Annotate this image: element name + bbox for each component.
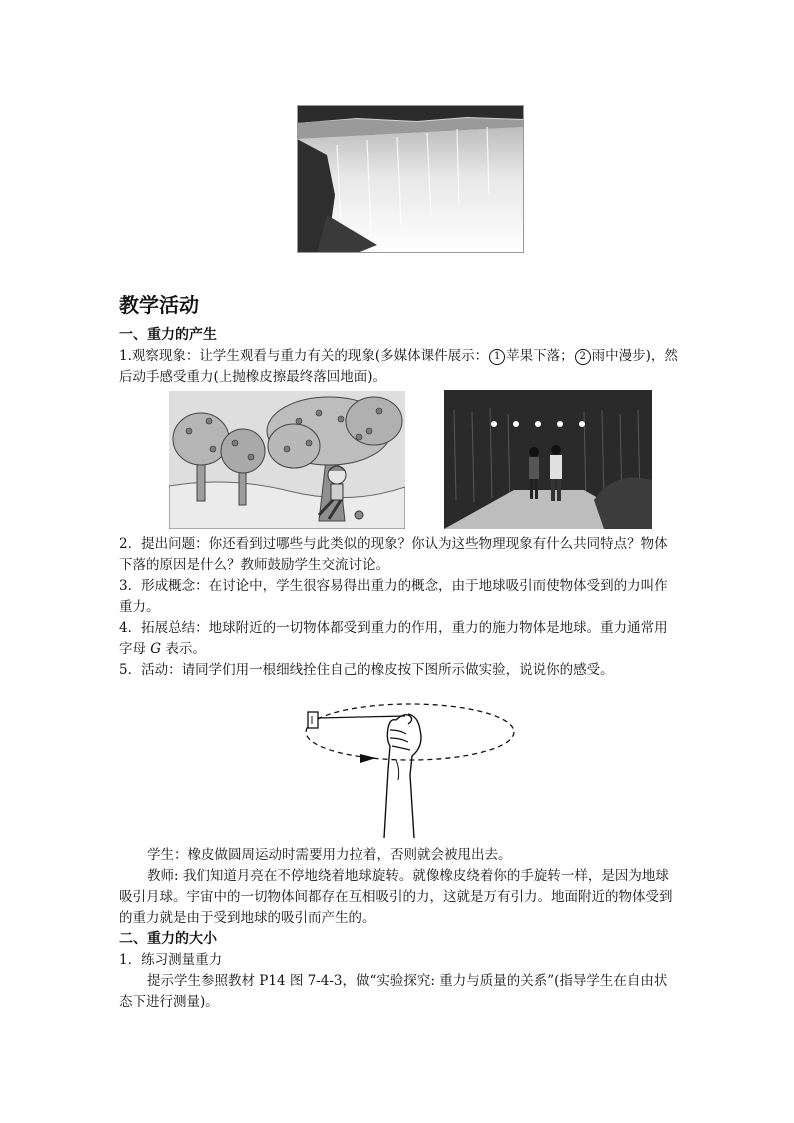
- waterfall-photo: [297, 105, 524, 253]
- paragraph-observe: 1.观察现象：让学生观看与重力有关的现象(多媒体课件展示： 1 苹果下落； 2 雨中漫步)，然后动手感受重力(上抛橡皮擦最终落回地面)。: [119, 348, 678, 385]
- circled-number-1: 1: [489, 349, 505, 365]
- paragraph-measure: 提示学生参照教材 P14 图 7-4-3，做“实验探究: 重力与质量的关系”(指导学生在自由状态下进行测量)。: [119, 973, 668, 1010]
- teacher-explanation: 教师: 我们知道月亮在不停地绕着地球旋转。就像橡皮绕着你的手旋转一样，是因为地球吸引月球。宇宙中的一切物体间都存在互相吸引的力，这就是万有引力。地面附近的物体受到的重力就是由于受到地球的吸引而产生的。: [119, 868, 673, 926]
- paragraph-activity: 5．活动：请同学们用一根细线拴住自己的橡皮按下图所示做实验，说说你的感受。: [119, 662, 614, 678]
- subheading-measure: 1．练习测量重力: [119, 952, 223, 968]
- heading-gravity-magnitude: 二、重力的大小: [119, 931, 217, 947]
- paragraph-concept: 3．形成概念：在讨论中，学生很容易得出重力的概念，由于地球吸引而使物体受到的力叫作重力。: [119, 578, 668, 615]
- paragraph-question: 2．提出问题：你还看到过哪些与此类似的现象？你认为这些物理现象有什么共同特点？物体下落的原因是什么？教师鼓励学生交流讨论。: [119, 536, 668, 573]
- apple-tree-illustration: [169, 391, 405, 529]
- gravity-symbol: G: [150, 641, 162, 657]
- circled-number-2: 2: [575, 349, 591, 365]
- student-response: 学生：橡皮做圆周运动时需要用力拉着，否则就会被甩出去。: [147, 847, 512, 863]
- rain-walk-photo: [444, 390, 652, 529]
- section-title: 教学活动: [119, 293, 199, 317]
- paragraph-summary: 4．拓展总结：地球附近的一切物体都受到重力的作用，重力的施力物体是地球。重力通常用字母 G 表示。: [119, 620, 668, 657]
- heading-gravity-origin: 一、重力的产生: [119, 327, 217, 343]
- eraser-rotation-diagram: [300, 690, 520, 840]
